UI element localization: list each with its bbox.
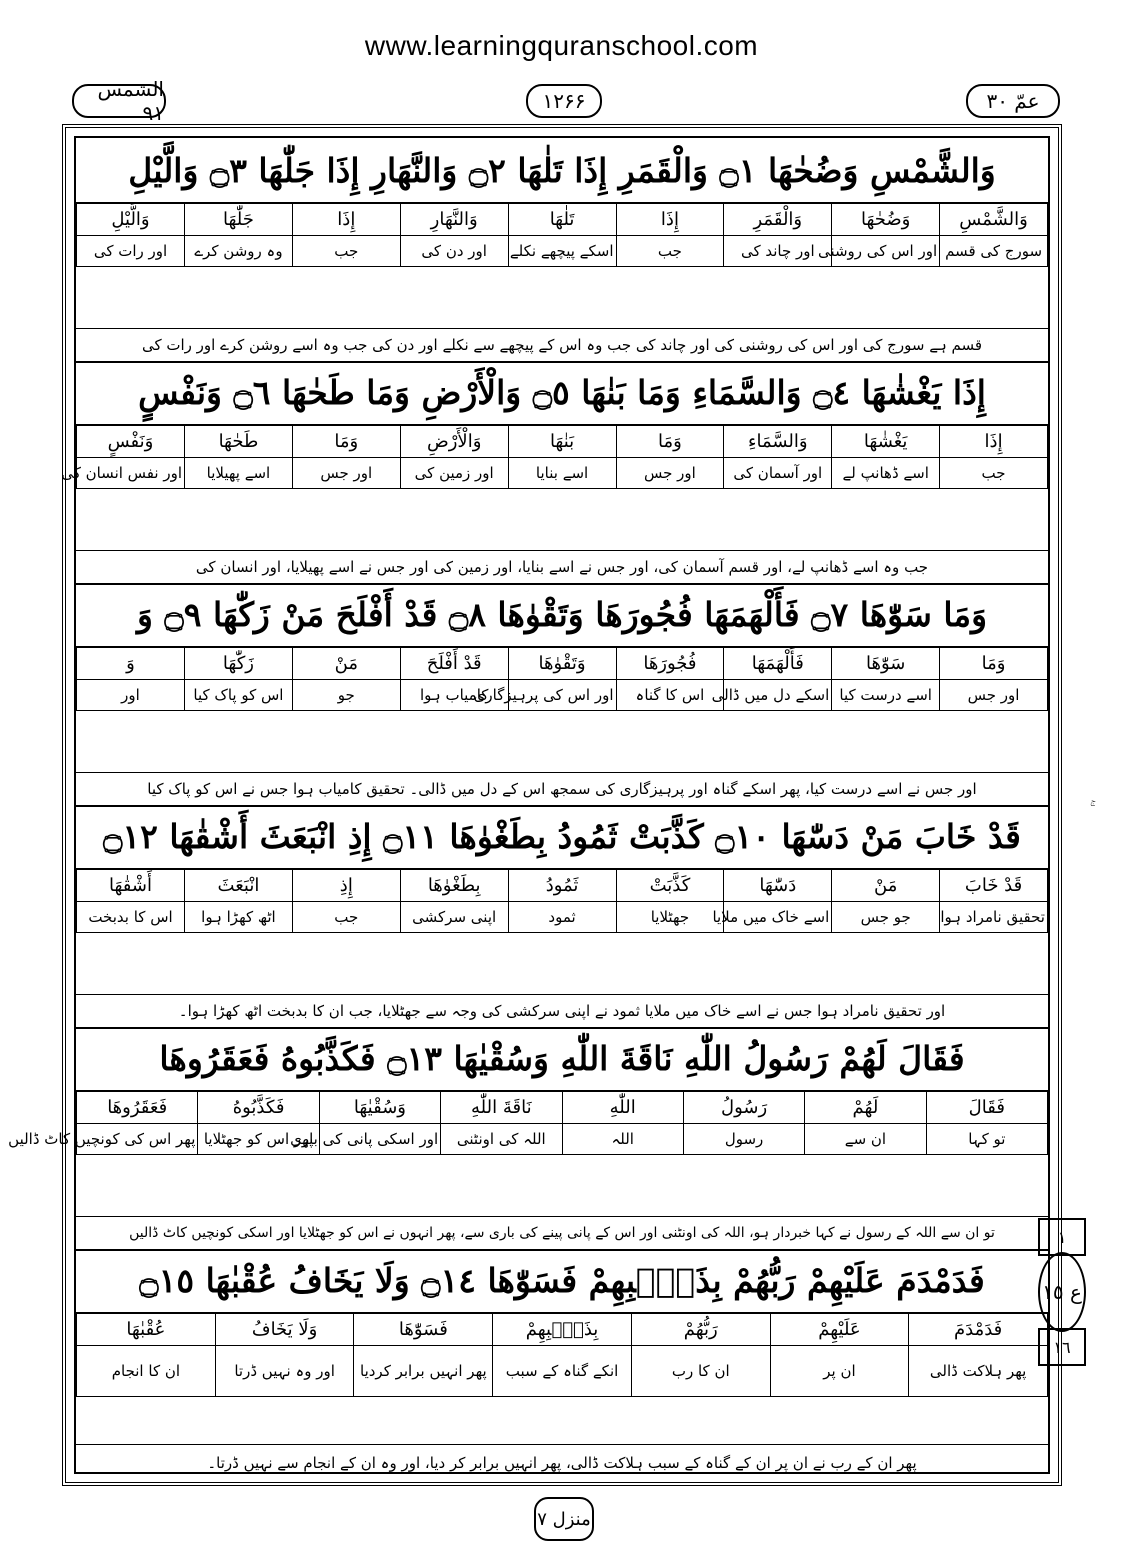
section-6 [76, 1248, 1048, 1480]
page-inner [8, 136, 1050, 1474]
arabic-word: وَضُحٰهَا [832, 203, 940, 236]
translation-line-6: پھر ان کے رب نے ان پر ان کے گناہ کے سبب ہلاکت ڈالی، پھر انہیں برابر کر دیا، اور وہ ان کے انجام سے نہیں ڈرتا۔ [76, 1444, 1048, 1481]
arabic-word: سَوّٰهَا [832, 647, 940, 680]
arabic-word: جَلّٰهَا [185, 203, 293, 236]
urdu-word: تو کہا [926, 1124, 1047, 1155]
arabic-word: وَالنَّهَارِ [400, 203, 508, 236]
side-marker-bottom-text: ١٦ [1053, 1337, 1071, 1357]
side-marker-top [1038, 1218, 1086, 1256]
arabic-word: وَالْقَمَرِ [724, 203, 832, 236]
urdu-word: وہ روشن کرے [185, 236, 293, 267]
arabic-word: أَشْقٰهَا [77, 869, 185, 902]
ayah-line-1: وَالشَّمْسِ وَضُحٰهَا ۝١ وَالْقَمَرِ إِذَا تَلٰهَا ۝٢ وَالنَّهَارِ إِذَا جَلّٰهَا ۝٣ وَالَّيْلِ [76, 138, 1048, 204]
ayah-line-3: وَمَا سَوّٰهَا ۝٧ فَأَلْهَمَهَا فُجُورَهَا وَتَقْوٰهَا ۝٨ قَدْ أَفْلَحَ مَنْ زَكّٰهَا ۝٩ وَ [76, 582, 1048, 648]
arabic-word: ثَمُودُ [508, 869, 616, 902]
arabic-word: بِذَنْۢبِهِمْ [493, 1313, 632, 1346]
page-frame [8, 124, 1062, 1486]
surah-name: الشمس ۹۱ [97, 77, 164, 125]
urdu-word: ان کا انجام [77, 1346, 216, 1397]
arabic-word: مَنْ [832, 869, 940, 902]
urdu-word-row [77, 1346, 1048, 1397]
juz-name-box [966, 84, 1060, 118]
urdu-word: اور رات کی [77, 236, 185, 267]
urdu-word: اسکے پیچھے نکلے [508, 236, 616, 267]
arabic-word: عُقْبٰهَا [77, 1313, 216, 1346]
translation-line-3: اور جس نے اسے درست کیا، پھر اسکے گناہ اور پرہیزگاری کی سمجھ اس کے دل میں ڈالی۔ تحقیق کامیاب ہوا جس نے اس کو پاک کیا [76, 772, 1048, 807]
urdu-word: ثمود [508, 902, 616, 933]
word-grid-2 [61, 424, 1048, 489]
page-number: ۱۲۶۶ [542, 89, 586, 113]
urdu-word: جب [940, 458, 1048, 489]
urdu-word: اسے پھیلایا [185, 458, 293, 489]
arabic-word: وَمَا [616, 425, 724, 458]
ayah-line-6: فَدَمْدَمَ عَلَيْهِمْ رَبُّهُمْ بِذَنْۢبِهِمْ فَسَوّٰهَا ۝١٤ وَلَا يَخَافُ عُقْبٰهَا ۝١٥ [76, 1248, 1048, 1314]
urdu-word: اور نفس انسان کی [77, 458, 185, 489]
arabic-word: عَلَيْهِمْ [770, 1313, 909, 1346]
urdu-word: اور وہ نہیں ڈرتا [215, 1346, 354, 1397]
arabic-word: فُجُورَهَا [616, 647, 724, 680]
urdu-word: ان کا رب [631, 1346, 770, 1397]
arabic-word: وَمَا [940, 647, 1048, 680]
urdu-word: پھر اس کو جھٹلایا [198, 1124, 319, 1155]
arabic-word: قَدْ أَفْلَحَ [400, 647, 508, 680]
urdu-word: اللہ کی اونٹنی [441, 1124, 562, 1155]
section-1 [76, 138, 1048, 360]
arabic-word: إِذَا [292, 203, 400, 236]
word-grid-5 [8, 1090, 1048, 1155]
translation-line-1: قسم ہے سورج کی اور اس کی روشنی کی اور چاند کی جب وہ اس کے پیچھے سے نکلے اور دن کی جب وہ اسے روشن کرے اور رات کی [76, 328, 1048, 363]
urdu-word: جو جس [832, 902, 940, 933]
urdu-word: جو [292, 680, 400, 711]
arabic-word: انْبَعَثَ [185, 869, 293, 902]
arabic-word-row [77, 425, 1048, 458]
urdu-word: اس کا گناہ [616, 680, 724, 711]
surah-name-box [72, 77, 166, 125]
urdu-word-row [77, 236, 1048, 267]
urdu-word: اسے ڈھانپ لے [832, 458, 940, 489]
ayah-line-5: فَقَالَ لَهُمْ رَسُولُ اللّٰهِ نَاقَةَ اللّٰهِ وَسُقْيٰهَا ۝١٣ فَكَذَّبُوهُ فَعَقَرُوهَا [76, 1026, 1048, 1092]
urdu-word: اور اسکی پانی کی باری [319, 1124, 440, 1155]
urdu-word: سورج کی قسم [940, 236, 1048, 267]
urdu-word: جب [292, 236, 400, 267]
site-url: www.learningquranschool.com [364, 30, 759, 61]
arabic-word: يَغْشٰهَا [832, 425, 940, 458]
urdu-word: رسول [683, 1124, 804, 1155]
word-grid-4 [76, 868, 1048, 933]
urdu-word: انکے گناہ کے سبب [493, 1346, 632, 1397]
section-2 [61, 360, 1048, 582]
arabic-word: زَكّٰهَا [185, 647, 293, 680]
urdu-word-row [77, 902, 1048, 933]
word-grid-6 [76, 1312, 1048, 1397]
arabic-word: اللّٰهِ [562, 1091, 683, 1124]
side-marker-bottom [1038, 1328, 1086, 1366]
urdu-word: اور جس [940, 680, 1048, 711]
urdu-word: اور چاند کی [724, 236, 832, 267]
arabic-word: فَدَمْدَمَ [909, 1313, 1048, 1346]
urdu-word: اور دن کی [400, 236, 508, 267]
urdu-word: اسے خاک میں ملایا [724, 902, 832, 933]
arabic-word-row [77, 647, 1048, 680]
arabic-word: رَبُّهُمْ [631, 1313, 770, 1346]
arabic-word: وَالسَّمَاءِ [724, 425, 832, 458]
arabic-word: وَنَفْسٍ [77, 425, 185, 458]
arabic-word: فَسَوّٰهَا [354, 1313, 493, 1346]
arabic-word: إِذَا [616, 203, 724, 236]
arabic-word-row [77, 1313, 1048, 1346]
arabic-word: رَسُولُ [683, 1091, 804, 1124]
juz-name: عمّ ۳۰ [986, 89, 1040, 113]
arabic-word: وَالْأَرْضِ [400, 425, 508, 458]
arabic-word: فَعَقَرُوهَا [77, 1091, 198, 1124]
urdu-word: اللہ [562, 1124, 683, 1155]
page-number-box [526, 84, 602, 118]
arabic-word: تَلٰهَا [508, 203, 616, 236]
ayah-line-2: إِذَا يَغْشٰهَا ۝٤ وَالسَّمَاءِ وَمَا بَنٰهَا ۝٥ وَالْأَرْضِ وَمَا طَحٰهَا ۝٦ وَنَفْسٍ [76, 360, 1048, 426]
arabic-word: طَحٰهَا [185, 425, 293, 458]
arabic-word: إِذِ [292, 869, 400, 902]
urdu-word: اور جس [616, 458, 724, 489]
arabic-word: كَذَّبَتْ [616, 869, 724, 902]
arabic-word: وَالَّيْلِ [77, 203, 185, 236]
arabic-word: نَاقَةَ اللّٰهِ [441, 1091, 562, 1124]
urdu-word: اور اس کی روشنی [832, 236, 940, 267]
urdu-word: اسکے دل میں ڈالی [724, 680, 832, 711]
translation-line-4: اور تحقیق نامراد ہوا جس نے اسے خاک میں ملایا ثمود نے اپنی سرکشی کی وجہ سے جھٹلایا، جب ان کا بدبخت اٹھ کھڑا ہوا۔ [76, 994, 1048, 1029]
word-grid-3 [76, 646, 1048, 711]
urdu-word: اور [77, 680, 185, 711]
urdu-word-row [77, 680, 1048, 711]
side-marker-top-text: ١ [1057, 1227, 1067, 1247]
urdu-word: اور جس [292, 458, 400, 489]
urdu-word: ان سے [805, 1124, 926, 1155]
arabic-word: وَتَقْوٰهَا [508, 647, 616, 680]
arabic-word: بِطَغْوٰهَا [400, 869, 508, 902]
urdu-word: جھٹلایا [616, 902, 724, 933]
urdu-word: اس کو پاک کیا [185, 680, 293, 711]
section-4 [76, 804, 1048, 1026]
urdu-word: اسے درست کیا [832, 680, 940, 711]
urdu-word: تحقیق نامراد ہوا [940, 902, 1048, 933]
arabic-word: مَنْ [292, 647, 400, 680]
urdu-word: اٹھ کھڑا ہوا [185, 902, 293, 933]
urdu-word: پھر اس کی کونچیں کاٹ ڈالیں [77, 1124, 198, 1155]
arabic-word: وَمَا [292, 425, 400, 458]
urdu-word: اور زمین کی [400, 458, 508, 489]
arabic-word-row [77, 203, 1048, 236]
urdu-word: جب [292, 902, 400, 933]
urdu-word-row [77, 458, 1048, 489]
manzil-text: منزل ۷ [537, 1508, 591, 1530]
word-grid-1 [76, 202, 1048, 267]
manzil-badge [534, 1497, 594, 1541]
urdu-word: پھر ہلاکت ڈالی [909, 1346, 1048, 1397]
urdu-word: اور آسمان کی [724, 458, 832, 489]
arabic-word: لَهُمْ [805, 1091, 926, 1124]
arabic-word: بَنٰهَا [508, 425, 616, 458]
urdu-word: اسے بنایا [508, 458, 616, 489]
ruku-marker-text: ع ١٥ [1042, 1280, 1082, 1304]
arabic-word-row [77, 869, 1048, 902]
arabic-word: فَأَلْهَمَهَا [724, 647, 832, 680]
section-5 [8, 1026, 1048, 1248]
arabic-word: فَقَالَ [926, 1091, 1047, 1124]
ruku-marker [1038, 1252, 1086, 1332]
urdu-word: اپنی سرکشی [400, 902, 508, 933]
urdu-word: جب [616, 236, 724, 267]
urdu-word: پھر انہیں برابر کردیا [354, 1346, 493, 1397]
urdu-word: اور اس کی پرہیزگاری [508, 680, 616, 711]
urdu-word: ان پر [770, 1346, 909, 1397]
translation-line-2: جب وہ اسے ڈھانپ لے، اور قسم آسمان کی، اور جس نے اسے بنایا، اور زمین کی اور جس نے اسے پھیلایا، اور انسان کی [76, 550, 1048, 585]
arabic-word: قَدْ خَابَ [940, 869, 1048, 902]
urdu-word-row [77, 1124, 1048, 1155]
arabic-word: وَ [77, 647, 185, 680]
translation-line-5: تو ان سے اللہ کے رسول نے کہا خبردار ہو، اللہ کی اونٹنی اور اس کے پانی پینے کی باری سے، پھر انہوں نے اس کو جھٹلایا اور اسکی کونچیں کاٹ ڈالیں [76, 1216, 1048, 1251]
arabic-word-row [77, 1091, 1048, 1124]
arabic-word: فَكَذَّبُوهُ [198, 1091, 319, 1124]
arabic-word: دَسّٰهَا [724, 869, 832, 902]
urdu-word: کامیاب ہوا [400, 680, 508, 711]
arabic-word: وَلَا يَخَافُ [215, 1313, 354, 1346]
arabic-word: وَالشَّمْسِ [940, 203, 1048, 236]
arabic-word: وَسُقْيٰهَا [319, 1091, 440, 1124]
ayah-line-4: قَدْ خَابَ مَنْ دَسّٰهَا ۝١٠ كَذَّبَتْ ثَمُودُ بِطَغْوٰهَا ۝١١ إِذِ انْبَعَثَ أَشْقٰهَا ۝١٢ [76, 804, 1048, 870]
urdu-word: اس کا بدبخت [77, 902, 185, 933]
arabic-word: إِذَا [940, 425, 1048, 458]
section-3 [76, 582, 1048, 804]
